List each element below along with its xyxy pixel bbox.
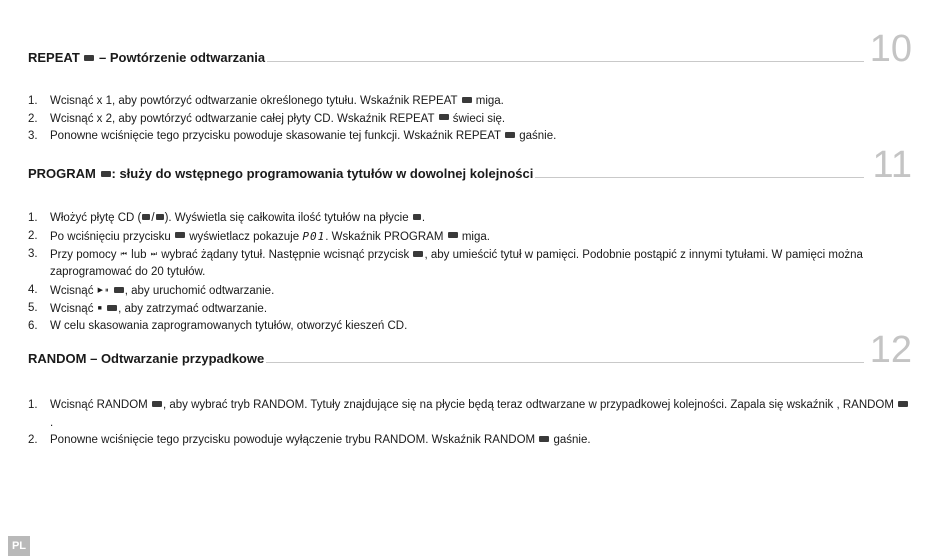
play-button-icon [114,287,124,293]
list-item: 2. Po wciśnięciu przycisku wyświetlacz pokazuje P01. Wskaźnik PROGRAM miga. [28,229,490,243]
repeat-indicator-icon [462,97,472,103]
random-indicator-icon [539,436,549,442]
instruction-list [28,397,912,450]
list-item: 5. Wcisnąć ■ , aby zatrzymać odtwarzanie. [28,302,268,315]
program-button-icon [101,171,111,177]
instruction-list [28,93,912,146]
section-title: REPEAT – Powtórzenie odtwarzania [28,50,266,65]
list-item: 1. Włożyć płytę CD ( / ). Wyświetla się całkowita ilość tytułów na płycie . [28,212,426,224]
stop-button-icon [107,305,117,311]
section-number: 10 [869,28,912,70]
previous-track-icon: ⏮ [120,251,127,258]
section-title: RANDOM – Odtwarzanie przypadkowe [28,351,265,366]
repeat-indicator-icon [439,114,449,120]
list-item: 3. Ponowne wciśnięcie tego przycisku powoduje skasowanie tej funkcji. Wskaźnik REPEAT gaśnie. [28,130,557,142]
language-badge: PL [8,536,30,556]
list-item: 1. Wcisnąć RANDOM , aby wybrać tryb RANDOM. Tytuły znajdujące się na płycie będą teraz odtwarzane w przypadkowej kolejności. Zapala się wskaźnik , RANDOM . [28,397,912,432]
list-item: 2. Wcisnąć x 2, aby powtórzyć odtwarzanie całej płyty CD. Wskaźnik REPEAT świeci się. [28,112,506,125]
cd-rw-icon [156,214,164,220]
random-button-icon [152,401,162,407]
section-heading-row [28,28,912,70]
section-title: PROGRAM : służy do wstępnego programowania tytułów w dowolnej kolejności [28,166,534,181]
display-readout: P01 [302,229,326,243]
play-pause-icon: ▶ ⏸ [97,286,109,294]
memory-button-icon [413,251,423,257]
list-item: 4. Wcisnąć ▶ ⏸ , aby uruchomić odtwarzanie. [28,283,275,297]
repeat-button-icon [84,55,94,61]
random-indicator-icon [898,401,908,407]
list-item: 1. Wcisnąć x 1, aby powtórzyć odtwarzanie określonego tytułu. Wskaźnik REPEAT miga. [28,95,504,107]
section-heading-row [28,144,912,186]
section-repeat [28,28,912,146]
list-item: 2. Ponowne wciśnięcie tego przycisku powoduje wyłączenie trybu RANDOM. Wskaźnik RANDOM gaśnie. [28,434,591,446]
section-random [28,329,912,450]
stop-icon: ■ [97,305,102,313]
section-number: 11 [872,144,912,186]
instruction-list [28,210,912,336]
list-item: 6. W celu skasowania zaprogramowanych tytułów, otworzyć kieszeń CD. [28,320,408,333]
program-indicator-icon [448,232,458,238]
list-item: 3. Przy pomocy ⏮ lub ⏭ wybrać żądany tytuł. Następnie wcisnąć przycisk , aby umieścić tytuł w pamięci. Podobnie postąpić z innymi tytułami. W pamięci można zaprogramować do 20 tytułów. [28,248,863,279]
section-heading-row [28,329,912,371]
program-button-icon [175,232,185,238]
cd-icon [142,214,150,220]
section-program [28,144,912,336]
section-number: 12 [869,329,912,371]
track-count-icon [413,214,421,220]
repeat-indicator-icon [505,132,515,138]
next-track-icon: ⏭ [150,251,158,258]
